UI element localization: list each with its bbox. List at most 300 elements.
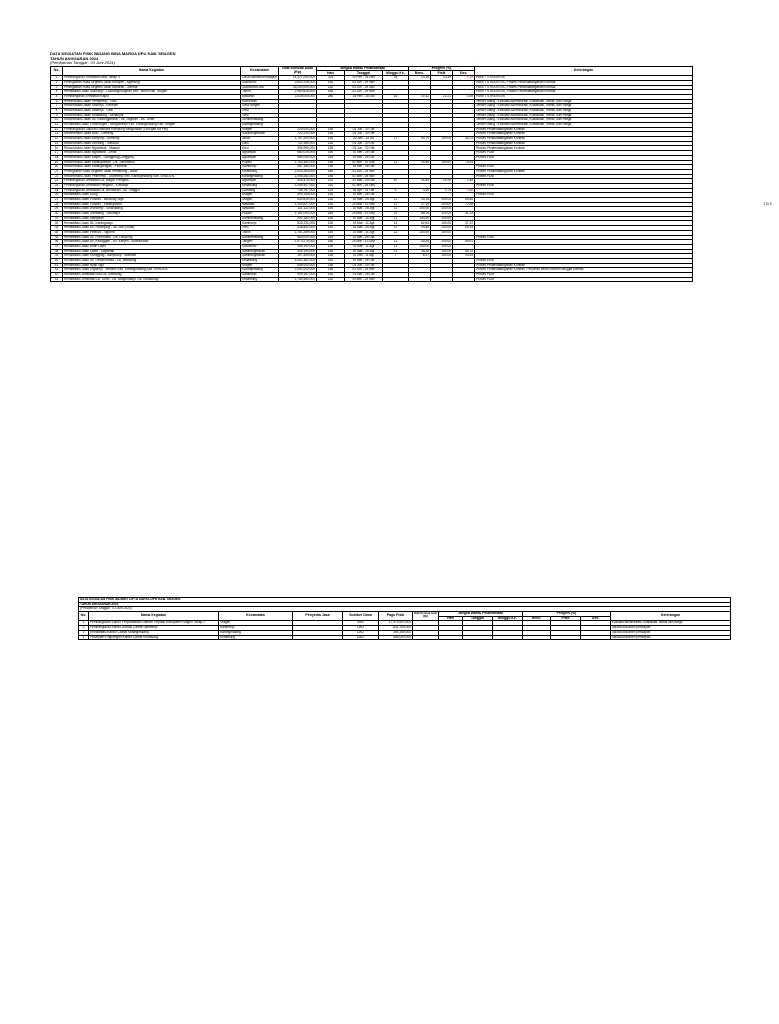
cell-fisik: 100.00: [431, 244, 453, 249]
cell-no: 27: [51, 198, 63, 203]
cell-renc: 35.15: [409, 198, 431, 203]
cell-kecamatan: Sumberlawang: [241, 235, 279, 240]
cell-nama: Rehabilitasi Jalan Dk. Kedaggan - Ds. Kenjen - Bodelundan: [63, 240, 241, 245]
cell-nilai: 956,192,000: [279, 244, 317, 249]
cell-pagu: 841,700,000: [379, 626, 413, 631]
cell-nilai: 2,003,393,000: [279, 169, 317, 174]
cell-dev: -: [453, 85, 475, 90]
cell-nilai: 43,000,000,000: [279, 85, 317, 90]
cell-hari: 280: [317, 94, 345, 99]
cell-fisik: 100.00: [431, 230, 453, 235]
cell-minggu: 15: [383, 76, 409, 81]
cell-kecamatan: Ngrampal: [241, 155, 279, 160]
cell-minggu: 11: [383, 221, 409, 226]
cell-nama: Rekonstruksi Jalan Gentung - Sleratus: [63, 141, 241, 146]
cell-nilai: 316,470,000: [279, 179, 317, 184]
cell-no: 13: [51, 132, 63, 137]
cell-no: 1: [51, 76, 63, 81]
cell-dev: -: [453, 80, 475, 85]
cell-no: 2: [51, 80, 63, 85]
cell-hari: 180: [317, 268, 345, 273]
cell-dev: [581, 635, 611, 640]
s2-col-nama: Nama Kegiatan: [89, 612, 219, 621]
cell-keterangan: PAKET STRATEGIS, Proses Penandatanganan Kontrak: [475, 80, 693, 85]
cell-fisik: 100.00: [431, 137, 453, 142]
cell-kecamatan: Sambirejo: [241, 165, 279, 170]
cell-renc: 68.78: [409, 212, 431, 217]
cell-nama: Rekonstruksi Jalan Karangwetan - Ds. Jumantono: [63, 160, 241, 165]
cell-hari: 150: [317, 151, 345, 156]
s2-title-line-1: DATA KEGIATAN FISIK BIDANG CIPTA KARYA DPU KAB. SRAGEN: [79, 598, 731, 603]
cell-kecamatan: Kedawung: [219, 635, 293, 640]
cell-no: 44: [51, 277, 63, 282]
cell-keterangan: Tender Ulang : Evaluasi Administrasi, Kualifikasi, Teknis, dan Harga: [475, 108, 693, 113]
cell-nama: Rehabilitasi Jalan Mangisan: [63, 216, 241, 221]
cell-hari: 120: [317, 188, 345, 193]
cell-tanggal: 10 Mei - 26 Okt: [345, 193, 383, 198]
cell-kecamatan: Sambungmacan: [241, 132, 279, 137]
cell-nilai: 436,841,000: [279, 226, 317, 231]
s2-col-tanggal: Tanggal: [463, 616, 493, 621]
cell-nama: Rehabilitasi Jalan Dk. Gendrodanto - Ds. Bedalong: [63, 258, 241, 263]
cell-minggu: 12: [383, 226, 409, 231]
cell-dev: -1.29: [453, 76, 475, 81]
cell-hari: 180: [317, 277, 345, 282]
cell-kecamatan: Sambirejo: [241, 221, 279, 226]
cell-renc: [409, 277, 431, 282]
cell-kecamatan: Sragen: [219, 621, 293, 626]
cell-fisik: 2.70: [431, 188, 453, 193]
cell-dev: 31.22: [453, 212, 475, 217]
col-hari: Hari: [317, 71, 345, 76]
cell-no: 42: [51, 268, 63, 273]
cell-keterangan: Proses PDM: [475, 273, 693, 278]
s2-col-dev: Dev.: [581, 616, 611, 621]
cell-keterangan: Tender Ulang : Evaluasi Administrasi, Kualifikasi, Teknis, dan Harga: [475, 118, 693, 123]
cell-no: 28: [51, 202, 63, 207]
s2-col-fisik: Fisik: [551, 616, 581, 621]
cell-tanggal: 19 Mei - 25 Okt: [345, 155, 383, 160]
cell-dev: 1.89: [453, 94, 475, 99]
cell-hari: 150: [317, 263, 345, 268]
cell-keterangan: PAKET STRATEGIS, Proses Penandatanganan Kontrak: [475, 85, 693, 90]
cell-nama: Rehabilitasi Jalan Dk. Ketanjung - Dk. Sidi (Duda): [63, 226, 241, 231]
table-row: [79, 635, 731, 640]
cell-kecamatan: Sumberlawang: [241, 216, 279, 221]
cell-dev: -: [453, 118, 475, 123]
cell-nilai: 683,000,000: [279, 235, 317, 240]
cell-minggu: 11: [383, 249, 409, 254]
cell-minggu: 11: [383, 240, 409, 245]
col-progres: Progres (%): [409, 66, 475, 71]
sheet-header: [50, 52, 779, 66]
cell-no: 8: [51, 108, 63, 113]
cell-renc: 100.00: [409, 244, 431, 249]
cell-keterangan: Tender Ulang : Evaluasi Administrasi, Kualifikasi, Teknis, dan Harga: [475, 99, 693, 104]
cell-kecamatan: Kedawung: [241, 258, 279, 263]
cell-no: 31: [51, 216, 63, 221]
cell-keterangan: Proses Penandatanganan Kontrak: [475, 169, 693, 174]
s2-col-sumber: Sumber Dana: [343, 612, 379, 621]
cell-minggu: 10: [383, 179, 409, 184]
cell-nama: Pembangunan Jembatan Kapur: [63, 94, 241, 99]
cell-tanggal: 05 Apr - 31 Okt: [345, 188, 383, 193]
cell-nilai: 14,471,000,000: [279, 76, 317, 81]
cell-extra: 170.9: [763, 201, 772, 206]
cell-no: 30: [51, 212, 63, 217]
cell-nama: Rehabilitasi Jembatan Kali Ds. Mondung: [63, 273, 241, 278]
cell-renc: 34.85: [409, 226, 431, 231]
cell-keterangan: PAKET STRATEGIS, Proses Penandatanganan Kontrak: [475, 90, 693, 95]
cipta-karya-sheet: [78, 597, 730, 640]
cell-keterangan: upload dokumen persiapan: [611, 630, 731, 635]
bina-marga-sheet: [50, 52, 779, 282]
cell-fisik: 22.21: [431, 94, 453, 99]
s2-col-jangka: Jangka Waktu Pelaksanaan: [439, 612, 523, 617]
cell-nama: Rekonstruksi Jalan Tempelrejo - Gesi: [63, 99, 241, 104]
cell-nama: Rehabilitasi Jalan Sidoharjo - Gondang/Sugihan Kec. Tanon Kab. Sragen: [63, 90, 241, 95]
cell-dev: 65.15: [453, 226, 475, 231]
cell-hari: 180: [317, 90, 345, 95]
s2-title-line-2: TAHUN ANGGARAN 2024: [79, 602, 731, 607]
cell-sumber: DAU: [343, 621, 379, 626]
cell-keterangan: Proses PDM: [475, 165, 693, 170]
cell-kecamatan: Sambungmacan: [241, 254, 279, 259]
cell-hari: 150: [317, 207, 345, 212]
cell-nama: Peningkatan Ruas Segmen Jalan Kedawung - Boan: [63, 169, 241, 174]
s2-col-progres: Progres (%): [523, 612, 611, 617]
cell-nilai: 409,187,000: [279, 273, 317, 278]
cell-kecamatan: Masaran: [241, 207, 279, 212]
cell-kecamatan: Gondang: [241, 188, 279, 193]
col-jangka: Jangka Waktu Pelaksanaan: [317, 66, 409, 71]
cell-minggu: 12: [383, 230, 409, 235]
cell-tanggal: 29 Mei - 23 Nov: [345, 277, 383, 282]
cell-kecamatan: Sragen: [241, 193, 279, 198]
cell-hari: 150: [317, 226, 345, 231]
cell-nama: Pembangunan Jembatan Bibis Tahap II: [63, 76, 241, 81]
cipta-karya-table: [78, 597, 731, 640]
cell-nilai: 292,180,000: [279, 216, 317, 221]
cell-kecamatan: Karangmalang: [241, 123, 279, 128]
cell-no: 34: [51, 230, 63, 235]
cell-fisik: 100.00: [431, 216, 453, 221]
cell-fisik: [551, 635, 581, 640]
cell-kecamatan: Gesi/Sukodono/Kaliajam: [242, 75, 277, 80]
cell-tanggal: 03 Jun - 30 Okt: [345, 146, 383, 151]
cell-penyedia: [293, 635, 343, 640]
cell-nama: Rekonstruksi Jalan Kayen - Ganggeng(Cunggelo): [63, 155, 241, 160]
col-blank: [693, 66, 773, 75]
cell-fisik: 100.00: [431, 221, 453, 226]
cell-nilai: 3,602,226,000: [279, 80, 317, 85]
cell-fisik: [431, 277, 453, 282]
cell-minggu: 16: [383, 94, 409, 99]
cell-hari: 150: [317, 146, 345, 151]
cell-nilai: 387,180,000: [279, 165, 317, 170]
s2-col-no: No.: [79, 612, 89, 621]
cell-hari: 180: [317, 202, 345, 207]
cell-no: 2: [79, 626, 89, 631]
cell-dev: -: [453, 99, 475, 104]
cell-nama: Rekonstruksi Jalan Karangtengah - Plumbon: [63, 165, 241, 170]
cell-renc: 40.39: [409, 240, 431, 245]
cell-nilai: 6,081,361,000: [279, 258, 317, 263]
cell-keterangan: Proses PDM: [475, 193, 693, 198]
col-kecamatan: Kecamatan: [241, 66, 279, 75]
cell-tanggal: 10 Mar - 11 Agt: [345, 230, 383, 235]
cell-hari: 210: [317, 179, 345, 184]
cell-kecamatan: Sragen: [241, 198, 279, 203]
cell-renc: 100.00: [409, 207, 431, 212]
cell-kecamatan: Masaran: [241, 202, 279, 207]
bina-marga-rows: [51, 76, 773, 282]
cell-renc: 27.15: [409, 202, 431, 207]
cell-no: 15: [51, 141, 63, 146]
cell-minggu: 11: [383, 207, 409, 212]
cell-nilai: 1,073,275,000: [279, 240, 317, 245]
cell-renc: 16.85: [409, 179, 431, 184]
cell-no: 1: [79, 621, 89, 626]
bina-marga-table: [50, 66, 773, 283]
cell-no: 3: [79, 630, 89, 635]
cell-no: 40: [51, 258, 63, 263]
cell-hari: 150: [317, 230, 345, 235]
cell-nama: Rehabilitasi Jalan Wonorejo - Sinarudang: [63, 207, 241, 212]
cell-tanggal: 01 Mar - 11 Agt: [345, 244, 383, 249]
cell-no: 6: [51, 99, 63, 104]
cell-no: 37: [51, 244, 63, 249]
cell-nama: Pembangunan Kantor Perpustakaan Daerah Terpadu Kabupaten Sragen Tahap 2: [89, 621, 219, 626]
cell-no: 17: [51, 151, 63, 156]
cell-nilai: 736,787,000: [279, 188, 317, 193]
cell-hari: 150: [317, 132, 345, 137]
cell-tanggal: 01 Mei - 10 Sep: [345, 160, 383, 165]
cell-nama: Pembangunan Saluran Drainase Kampung Bangunsari (Tkungan Ka Par): [63, 127, 241, 132]
cell-renc: 64.79: [409, 137, 431, 142]
cell-hari: 150: [317, 141, 345, 146]
cell-nama: Rehabilitasi Jalan Tegalrejo - Medilun Kec. Karangmalang Kab. SRAGEN: [63, 268, 241, 273]
cell-tanggal: 18 Mar - 26 Agt: [345, 226, 383, 231]
cell-kecamatan: Plupuh: [241, 212, 279, 217]
cell-nama: Rehabilitasi Jalan Krangging - Banyuurip - Wadhon: [63, 254, 241, 259]
cell-tanggal: 01 Mar - 11 Agt: [345, 221, 383, 226]
s2-col-renc: Renc.: [523, 616, 551, 621]
cell-pagu: 17,474,821,500: [379, 621, 413, 626]
s2-col-penyedia: Penyedia Jasa: [293, 612, 343, 621]
cell-kecamatan: Plupuh: [241, 160, 279, 165]
cell-no: 18: [51, 155, 63, 160]
cell-tanggal: 20 Mar - 26 Agt: [345, 198, 383, 203]
cell-nama: Rehabilitasi Jalan Pundah - Bendung Sigit: [63, 198, 241, 203]
cell-hari: 180: [317, 85, 345, 90]
cell-renc: [523, 635, 551, 640]
cell-hari: 150: [317, 155, 345, 160]
cell-nama: Pembangunan Jembatan Ds. Bagor, Pengkok: [63, 179, 241, 184]
cell-pagu: 394,260,000: [379, 630, 413, 635]
cell-nilai: 331,122,000: [279, 207, 317, 212]
cell-nama: Rehabilitasi Jembatan Dk. Sono - Ds. Banguntanjo, Ds. Kedawung: [63, 277, 241, 282]
cell-fisik: 100.00: [431, 212, 453, 217]
s2-col-minggu: Minggu Ke-: [493, 616, 523, 621]
cell-tanggal: 20 Mar - 13 Sep: [345, 202, 383, 207]
table-row: [51, 277, 773, 282]
cell-no: 11: [51, 123, 63, 128]
cell-tanggal: [463, 635, 493, 640]
cell-dev: 64.85: [453, 198, 475, 203]
cell-nama: Rehabilitasi Jalan Dk. Purwodadi - Ds. Lempong: [63, 235, 241, 240]
cell-minggu: 17: [383, 137, 409, 142]
cell-hari: 180: [317, 160, 345, 165]
cell-no: 19: [51, 160, 63, 165]
cell-dev: 35.21: [453, 137, 475, 142]
cell-dev: [453, 277, 475, 282]
cell-keterangan: Proses PDM: [475, 258, 693, 263]
cell-nama: Rehabilitasi Jalan Pelenus - Nguerit: [63, 230, 241, 235]
cell-nama: Rekonstruksi Jalan Pelemrejo - Duwetrejo Kec. Karangmalang Kab. SRAGEN: [63, 174, 241, 179]
cell-keterangan: Proses Penandatanganan Kontrak: [475, 127, 693, 132]
cell-tanggal: 01 Mei - 26 Nov: [345, 174, 383, 179]
cell-fisik: 19.29: [431, 179, 453, 184]
cell-tanggal: 20 Mar - 26 Agt: [345, 216, 383, 221]
cell-no: 43: [51, 273, 63, 278]
cell-renc: 35.28: [409, 249, 431, 254]
cell-keterangan: Proses Penandatanganan Kontrak: [475, 141, 693, 146]
cell-dev: 72.85: [453, 202, 475, 207]
cell-tanggal: 03 Jun - 29 Nov: [345, 80, 383, 85]
cell-nilai: [413, 635, 439, 640]
cell-nama: Rehabilitasi Jalan Dung: [63, 193, 241, 198]
cell-kecamatan: Gesi: [241, 226, 279, 231]
cell-tanggal: 03 Jun - 29 Nov: [345, 268, 383, 273]
cell-tanggal: 10 Mei - 26 Okt: [345, 151, 383, 156]
cell-kecamatan: Sumberlawang: [241, 118, 279, 123]
cell-kecamatan: Karangmalang: [241, 174, 279, 179]
cell-fisik: 100.00: [431, 240, 453, 245]
col-no: No.: [51, 66, 63, 75]
cell-keterangan: PAKET STRATEGIS: [475, 94, 693, 99]
sheet-title-line-2: TAHUN ANGGARAN 2024: [50, 55, 99, 61]
col-tanggal: Tanggal: [345, 71, 383, 76]
cell-fisik: 100.00: [431, 202, 453, 207]
cell-nilai: 3,428,000,000: [279, 94, 317, 99]
cell-no: 24: [51, 183, 63, 188]
cell-nilai: 1,289,507,000: [279, 183, 317, 188]
cell-no: 38: [51, 249, 63, 254]
cell-no: 39: [51, 254, 63, 259]
cell-nilai: 395,990,000: [279, 146, 317, 151]
cell-no: 32: [51, 221, 63, 226]
cell-dev: 59.61: [453, 240, 475, 245]
cell-dev: -: [453, 123, 475, 128]
cell-kecamatan: Gesi: [241, 113, 279, 118]
cell-dev: -: [453, 104, 475, 109]
cell-renc: 25.56: [409, 160, 431, 165]
cell-kecamatan: Mondokan: [241, 99, 279, 104]
cell-nama: Peningkatan Ruas Segmen Jalan Ketoyan - Ngebung: [63, 80, 241, 85]
cipta-karya-rows: [79, 621, 731, 640]
cell-minggu: 12: [383, 160, 409, 165]
sheet-update-date: (Pembaruan Tanggal : 03 Juni 2024): [50, 60, 115, 66]
cell-dev: -0.80: [453, 188, 475, 193]
col-nilai: Nilai Kontrak Awal (Rp): [279, 66, 317, 75]
cell-nilai: 399,190,000: [279, 249, 317, 254]
cell-nilai: 526,230,000: [279, 221, 317, 226]
cell-keterangan: Proses Penandatanganan Kontrak: [475, 132, 693, 137]
cell-dev: -: [453, 113, 475, 118]
cell-hari: 150: [317, 221, 345, 226]
cell-hari: 150: [317, 165, 345, 170]
cell-hari: 150: [317, 216, 345, 221]
cell-hari: 180: [317, 174, 345, 179]
cell-nama: Pembangunan Jembatan Dk. Bendoroto, Ds. Tunggul: [63, 188, 241, 193]
cell-keterangan: Tender Ulang : Evaluasi Administrasi, Kualifikasi, Teknis, dan Harga: [475, 113, 693, 118]
cell-keterangan: Proses PDM: [475, 155, 693, 160]
cell-nama: Rehabilitasi Jalan Buah Dajet: [63, 244, 241, 249]
cell-no: 22: [51, 174, 63, 179]
cell-kecamatan: Gesi: [241, 141, 279, 146]
cell-keterangan: Tender Ulang : Evaluasi Administrasi, Kualifikasi, Teknis, dan Harga: [475, 123, 693, 128]
cell-dev: -: [453, 90, 475, 95]
cell-tanggal: 20 Mar - 26 Agt: [345, 249, 383, 254]
cell-nilai: 2,062,000,000: [279, 268, 317, 273]
cell-nilai: 1,787,200,000: [279, 137, 317, 142]
cell-nilai: 649,810,000: [279, 198, 317, 203]
cell-kecamatan: Karangmalang: [219, 630, 293, 635]
cell-nilai: 640,025,000: [279, 151, 317, 156]
cell-kecamatan: Tangen: [241, 240, 279, 245]
cell-hari: 210: [317, 183, 345, 188]
cell-minggu: 11: [383, 202, 409, 207]
cell-nilai: 1,763,811,000: [279, 160, 317, 165]
cell-hari: 150: [317, 249, 345, 254]
cell-tanggal: 01 Mei - 26 Okt: [345, 273, 383, 278]
cell-nilai: 490,168,000: [279, 193, 317, 198]
cell-renc: 20.32: [409, 94, 431, 99]
cell-dev: 37.37: [453, 221, 475, 226]
cell-kecamatan: Gesi/Tangen: [241, 104, 279, 109]
cell-nilai: 357,544,000: [279, 254, 317, 259]
s2-col-pagu: Pagu Fisik: [379, 612, 413, 621]
cell-nama: Rekonstruksi Jalan Sidarejo - Gesi: [63, 108, 241, 113]
cell-tanggal: 20 Mar - 26 Agt: [345, 207, 383, 212]
s2-col-kecamatan: Kecamatan: [219, 612, 293, 621]
cell-renc: 62.63: [409, 221, 431, 226]
cell-fisik: 100.00: [431, 226, 453, 231]
cell-nama: Rehabilitasi Jalan Pumbungan - Bangsanrejo Kec. Karangmalang Kab. Sragen: [63, 123, 241, 128]
cell-no: 35: [51, 235, 63, 240]
cell-dev: 70.44: [453, 160, 475, 165]
cell-tanggal: 13 Feb - 31 Des: [345, 76, 383, 81]
cell-kecamatan: Sambungmacan: [241, 249, 279, 254]
cell-no: 25: [51, 188, 63, 193]
cell-nilai: 2,980,826,000: [279, 90, 317, 95]
cell-kecamatan: Gesi: [241, 146, 279, 151]
cell-nilai: 1,181,091,000: [279, 212, 317, 217]
cell-nama: Rekonstruksi Jalan Ngrambat - Jenar: [63, 151, 241, 156]
s2-col-hari: Hari: [439, 616, 463, 621]
cell-no: 26: [51, 193, 63, 198]
cell-no: 16: [51, 146, 63, 151]
cell-kecamatan: Sukodono: [241, 244, 279, 249]
cell-nama: Rehabilitasi Jalan Jomblang - Sidoharjo: [63, 212, 241, 217]
cell-kecamatan: Sukodono/Gesi: [241, 85, 279, 90]
cell-nama: Rekonstruksi Jalan Ngrambak - Mlasan: [63, 146, 241, 151]
col-minggu: Minggu Ke-: [383, 71, 409, 76]
cell-kecamatan: Ngrampal: [241, 151, 279, 156]
cell-nama: Rehabilitasi Jalan Nyan Ngo: [63, 263, 241, 268]
cell-keterangan: Proses PDM: [475, 174, 693, 179]
